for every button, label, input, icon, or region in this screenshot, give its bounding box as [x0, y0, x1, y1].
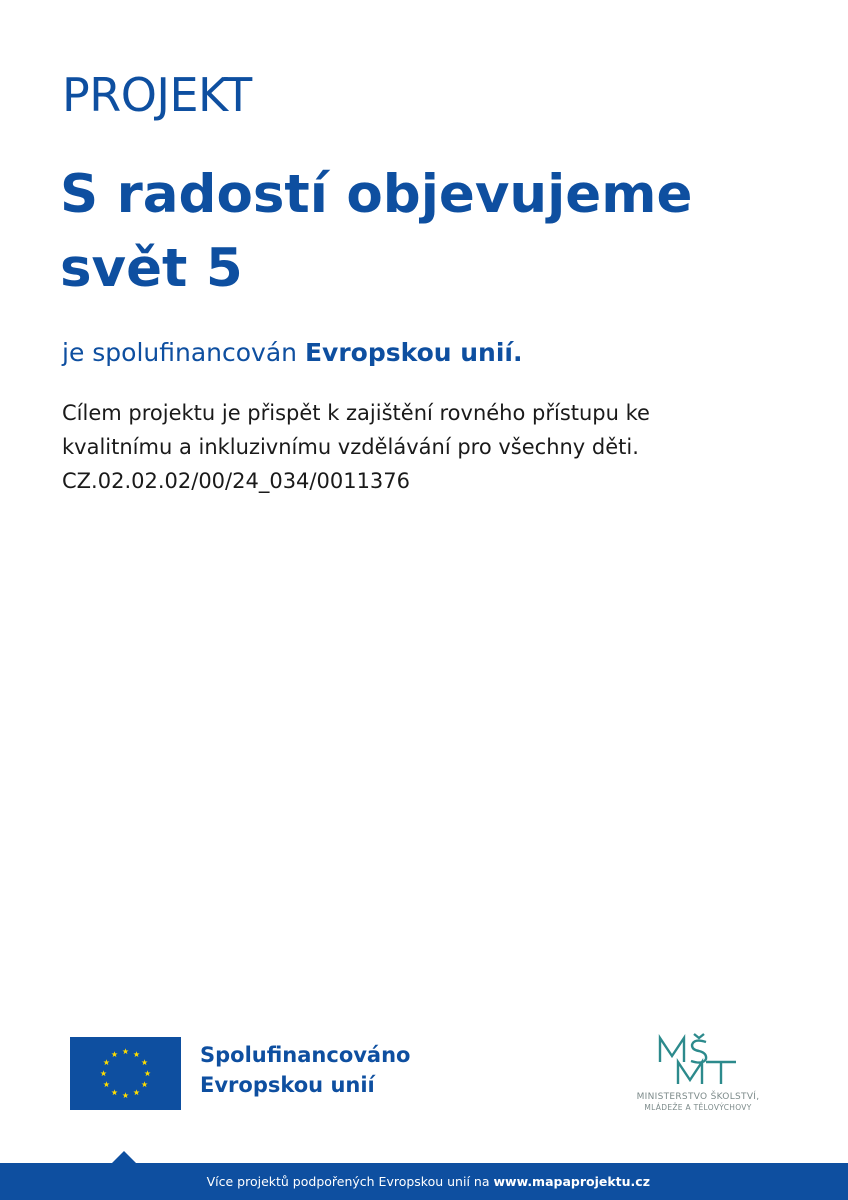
- eu-star: [133, 1089, 139, 1095]
- eu-star: [111, 1089, 117, 1095]
- funding-statement-prefix: je spolufinancován: [62, 338, 298, 367]
- eu-star: [142, 1081, 148, 1087]
- eu-star: [133, 1051, 139, 1057]
- project-title: [60, 158, 800, 306]
- project-registration-code: CZ.02.02.02/00/24_034/0011376: [62, 469, 411, 493]
- eu-flag-icon: [70, 1037, 181, 1110]
- project-label: PROJEKT: [62, 68, 252, 122]
- project-title-line2: svět 5: [60, 238, 243, 299]
- eu-logo-line1: Spolufinancováno: [200, 1043, 411, 1067]
- footer-link[interactable]: www.mapaprojektu.cz: [493, 1174, 650, 1189]
- eu-logo-line2: Evropskou unií: [200, 1073, 375, 1097]
- eu-star: [122, 1092, 128, 1098]
- funding-statement: [62, 338, 523, 367]
- eu-star: [100, 1070, 106, 1076]
- description-line1: Cílem projektu je přispět k zajištění rovného přístupu ke: [62, 401, 650, 425]
- footer-text: [207, 1174, 650, 1189]
- eu-star: [111, 1051, 117, 1057]
- eu-star: [142, 1059, 148, 1065]
- msmt-monogram-icon: [656, 1032, 740, 1090]
- description-line2: kvalitnímu a inkluzivnímu vzdělávání pro všechny děti.: [62, 435, 639, 459]
- msmt-logo-line2: MLÁDEŽE A TĚLOVÝCHOVY: [644, 1103, 752, 1112]
- project-description: [62, 396, 802, 498]
- msmt-logo: [608, 1032, 788, 1116]
- eu-star: [103, 1059, 109, 1065]
- eu-star: [103, 1081, 109, 1087]
- eu-cofunding-logo-text: [200, 1040, 410, 1100]
- eu-star: [144, 1070, 150, 1076]
- footer-notch: [112, 1151, 136, 1163]
- funding-statement-emphasis: Evropskou unií.: [304, 338, 523, 367]
- footer-bar: [0, 1163, 848, 1200]
- project-title-line1: S radostí objevujeme: [60, 164, 693, 225]
- eu-stars-icon: [70, 1037, 181, 1110]
- msmt-logo-line1: MINISTERSTVO ŠKOLSTVÍ,: [636, 1092, 760, 1102]
- eu-star: [122, 1048, 128, 1054]
- footer-prefix: Více projektů podpořených Evropskou unií na: [206, 1174, 490, 1189]
